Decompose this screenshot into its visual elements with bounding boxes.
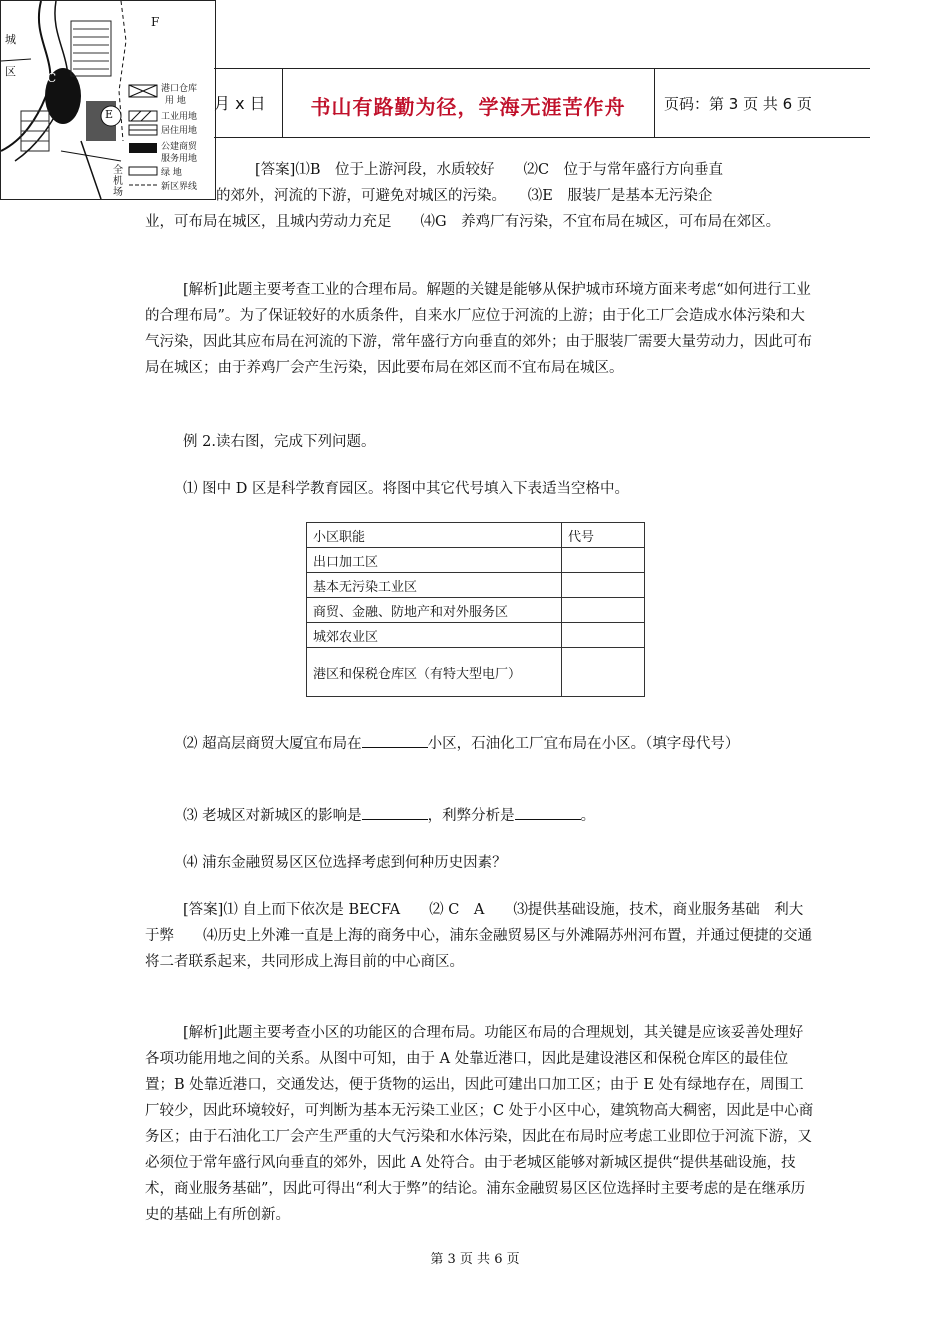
table-cell-function: 港区和保税仓库区（有特大型电厂） [307, 648, 562, 697]
legend-green: 绿 地 [161, 168, 182, 178]
table-cell-function: 商贸、金融、防地产和对外服务区 [307, 598, 562, 623]
table-header-row [307, 523, 645, 548]
table-row [307, 648, 645, 697]
table-row [307, 623, 645, 648]
header-motto: 书山有路勤为径，学海无涯苦作舟 [310, 95, 626, 119]
page-header [214, 68, 870, 138]
answer-1-line-2: 的郊外，河流的下游，可避免对城区的污染。 ⑶E 服装厂是基本无污染企 [216, 188, 713, 204]
map-label-qu: 区 [5, 65, 16, 78]
question-3 [183, 803, 803, 829]
question-2 [145, 731, 815, 757]
answer-blank [362, 733, 428, 748]
answer-blank [515, 805, 581, 820]
table-header-code: 代号 [562, 523, 645, 548]
map-label-c: C [47, 71, 57, 85]
header-date-cell [214, 69, 283, 137]
header-page-number: 页码：第 3 页 共 6 页 [664, 95, 812, 113]
answer-1-rest: 业，可布局在城区，且城内劳动力充足 ⑷G 养鸡厂有污染，不宜布局在城区，可布局在郊区。 [145, 214, 781, 230]
land-use-map [0, 0, 216, 200]
legend-industry: 工业用地 [161, 112, 198, 122]
question-2-part-b: 小区，石油化工厂宜布局在小区。（填字母代号） [427, 736, 740, 752]
question-4: ⑷ 浦东金融贸易区区位选择考虑到何种历史因素？ [183, 855, 507, 871]
table-cell-code [562, 598, 645, 623]
map-label-cheng: 城 [5, 33, 16, 46]
question-3-part-a: ⑶ 老城区对新城区的影响是 [183, 808, 362, 824]
header-date: 月 x 日 [214, 94, 266, 113]
page-footer: 第 3 页 共 6 页 [430, 1252, 520, 1267]
analysis-2: [解析]此题主要考查小区的功能区的合理布局。功能区布局的合理规划，其关键是应该妥善处理好各项功能用地之间的关系。从图中可知，由于 A 处靠近港口，因此是建设港区和保税仓库区的最佳位置；B 处靠近港口，交通发达，便于货物的运出，因此可建出口加工区；由于 E 处有绿地存在，周围工厂较少，因此环境较好，可判断为基本无污染工业区；C 处于小区中心，建筑物高大稠密，因此是中心商务区；由于石油化工厂会产生严重的大气污染和水体污染，因此在布局时应考虑工业即位于河流下游，又必须位于常年盛行风向垂直的郊外，因此 A 处符合。由于老城区能够对新城区提供“提供基础设施，技术，商业服务基础”，因此可得出“利大于弊”的结论。浦东金融贸易区区位选择时主要考虑的是在继承历史的基础上有所创新。 [145, 1025, 814, 1223]
legend-residential: 居住用地 [161, 126, 198, 136]
legend-commercial-2: 服务用地 [161, 154, 198, 164]
answer-2: [答案]⑴ 自上而下依次是 BECFA ⑵ C A ⑶提供基础设施，技术，商业服务基础 利大于弊 ⑷历史上外滩一直是上海的商务中心，浦东金融贸易区与外滩隔苏州河布置，并通过便捷的交通将二者联系起来，共同形成上海目前的中心商区。 [145, 902, 812, 970]
table-cell-code [562, 648, 645, 697]
function-table [306, 522, 645, 697]
table-row [307, 573, 645, 598]
table-row [307, 598, 645, 623]
legend-port-2: 用 地 [165, 96, 186, 106]
answer-1-line-1: [答案]⑴B 位于上游河段，水质较好 ⑵C 位于与常年盛行方向垂直 [255, 162, 724, 178]
legend-port-1: 港口仓库 [161, 84, 198, 94]
table-cell-code [562, 573, 645, 598]
map-label-e: E [105, 108, 114, 121]
question-3-part-b: ，利弊分析是 [427, 808, 515, 824]
header-motto-cell [282, 69, 655, 137]
question-3-part-c: 。 [580, 808, 596, 824]
table-cell-function: 城郊农业区 [307, 623, 562, 648]
analysis-1: [解析]此题主要考查工业的合理布局。解题的关键是能够从保护城市环境方面来考虑“如何进行工业的合理布局”。为了保证较好的水质条件，自来水厂应位于河流的上游；由于化工厂会造成水体污染和大气污染，因此其应布局在河流的下游，常年盛行方向垂直的郊外；由于服装厂需要大量劳动力，因此可布局在城区；由于养鸡厂会产生污染，因此要布局在郊区而不宜布局在城区。 [145, 282, 812, 376]
example-2-title: 例 2.读右图，完成下列问题。 [183, 434, 376, 450]
table-cell-code [562, 623, 645, 648]
map-label-chang: 场 [113, 187, 123, 198]
table-cell-function: 基本无污染工业区 [307, 573, 562, 598]
table-row [307, 548, 645, 573]
map-label-quan: 全 [113, 165, 123, 176]
legend-commercial-1: 公建商贸 [161, 142, 198, 152]
legend-boundary: 新区界线 [161, 182, 198, 192]
map-label-f: F [151, 15, 160, 29]
table-cell-function: 出口加工区 [307, 548, 562, 573]
table-header-function: 小区职能 [307, 523, 562, 548]
table-cell-code [562, 548, 645, 573]
question-2-part-a: ⑵ 超高层商贸大厦宜布局在 [183, 736, 362, 752]
header-page-cell [654, 69, 870, 137]
question-1: ⑴ 图中 D 区是科学教育园区。将图中其它代号填入下表适当空格中。 [183, 481, 629, 497]
answer-blank [362, 805, 428, 820]
map-label-ji: 机 [113, 176, 123, 187]
